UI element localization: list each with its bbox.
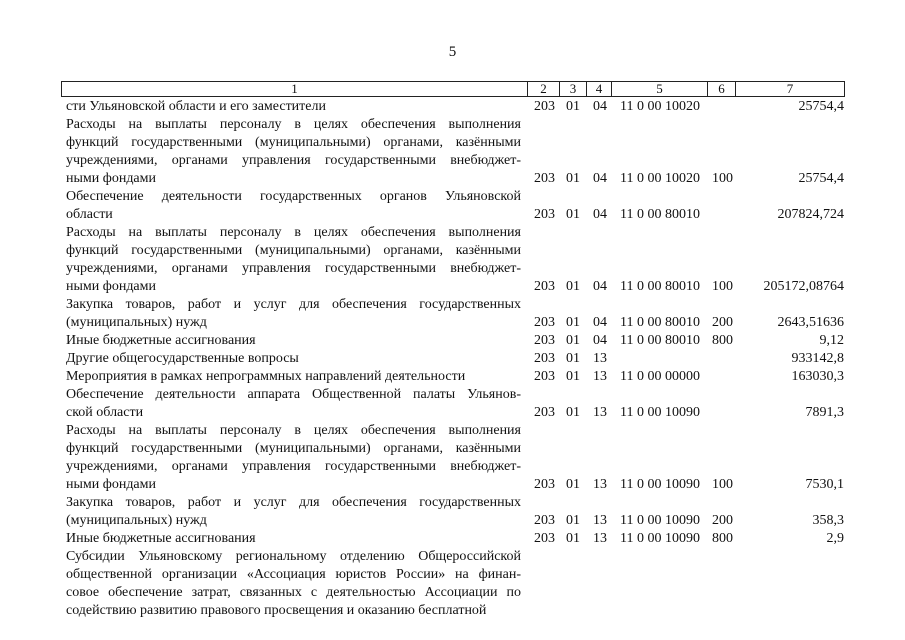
- row-description: [66, 422, 521, 494]
- table-body: [0, 98, 905, 620]
- cell-col-5: 11 0 00 00000: [620, 369, 700, 384]
- description-line: Закупка товаров, работ и услуг для обеспечения государственных: [66, 297, 521, 312]
- row-description: [66, 296, 521, 332]
- cell-col-2: 203: [534, 477, 555, 492]
- description-line: Закупка товаров, работ и услуг для обеспечения государственных: [66, 495, 521, 510]
- cell-col-2: 203: [534, 171, 555, 186]
- cell-col-6: 200: [712, 513, 733, 528]
- cell-col-5: 11 0 00 10020: [620, 99, 700, 114]
- row-description: [66, 548, 521, 620]
- cell-col-3: 01: [566, 351, 580, 366]
- header-col-4: 4: [587, 82, 612, 96]
- row-description: [66, 332, 521, 350]
- cell-col-3: 01: [566, 477, 580, 492]
- description-line: Расходы на выплаты персоналу в целях обеспечения выполнения: [66, 117, 521, 132]
- header-col-5: 5: [612, 82, 708, 96]
- cell-col-3: 01: [566, 171, 580, 186]
- cell-col-4: 13: [593, 477, 607, 492]
- description-line: области: [66, 207, 113, 222]
- description-line: Другие общегосударственные вопросы: [66, 351, 299, 366]
- cell-col-6: 100: [712, 477, 733, 492]
- description-line: Расходы на выплаты персоналу в целях обеспечения выполнения: [66, 225, 521, 240]
- description-line: учреждениями, органами управления государственными внебюджет-: [66, 261, 521, 276]
- cell-col-3: 01: [566, 99, 580, 114]
- cell-col-2: 203: [534, 207, 555, 222]
- description-line: функций государственными (муниципальными) органами, казёнными: [66, 441, 521, 456]
- cell-col-7: 2,9: [826, 531, 844, 546]
- cell-col-7: 25754,4: [798, 99, 844, 114]
- cell-col-4: 13: [593, 513, 607, 528]
- cell-col-4: 04: [593, 99, 607, 114]
- table-row: [0, 188, 905, 224]
- description-line: Иные бюджетные ассигнования: [66, 333, 256, 348]
- cell-col-3: 01: [566, 207, 580, 222]
- description-line: ской области: [66, 405, 144, 420]
- table-row: [0, 296, 905, 332]
- cell-col-2: 203: [534, 99, 555, 114]
- description-line: сти Ульяновской области и его заместители: [66, 99, 326, 114]
- header-col-1: 1: [62, 82, 528, 96]
- cell-col-5: 11 0 00 80010: [620, 207, 700, 222]
- cell-col-4: 04: [593, 279, 607, 294]
- row-description: [66, 224, 521, 296]
- cell-col-3: 01: [566, 405, 580, 420]
- cell-col-2: 203: [534, 531, 555, 546]
- cell-col-2: 203: [534, 351, 555, 366]
- description-line: ными фондами: [66, 171, 157, 186]
- cell-col-7: 205172,08764: [763, 279, 844, 294]
- cell-col-7: 9,12: [819, 333, 844, 348]
- cell-col-7: 7530,1: [805, 477, 844, 492]
- cell-col-5: 11 0 00 10090: [620, 405, 700, 420]
- cell-col-2: 203: [534, 333, 555, 348]
- table-row: [0, 548, 905, 620]
- table-row: [0, 98, 905, 116]
- table-row: [0, 494, 905, 530]
- cell-col-4: 13: [593, 351, 607, 366]
- table-row: [0, 368, 905, 386]
- table-row: [0, 116, 905, 188]
- cell-col-3: 01: [566, 513, 580, 528]
- cell-col-7: 207824,724: [777, 207, 844, 222]
- page-number: 5: [448, 44, 457, 60]
- description-line: ными фондами: [66, 477, 157, 492]
- cell-col-3: 01: [566, 531, 580, 546]
- cell-col-7: 163030,3: [791, 369, 844, 384]
- cell-col-7: 2643,51636: [777, 315, 844, 330]
- row-description: [66, 368, 521, 386]
- table-row: [0, 224, 905, 296]
- table-row: [0, 530, 905, 548]
- cell-col-4: 04: [593, 333, 607, 348]
- cell-col-4: 04: [593, 171, 607, 186]
- cell-col-7: 358,3: [812, 513, 844, 528]
- description-line: Мероприятия в рамках непрограммных направлений деятельности: [66, 369, 466, 384]
- row-description: [66, 188, 521, 224]
- description-line: Обеспечение деятельности государственных органов Ульяновской: [66, 189, 521, 204]
- cell-col-4: 04: [593, 207, 607, 222]
- cell-col-3: 01: [566, 369, 580, 384]
- cell-col-6: 800: [712, 333, 733, 348]
- cell-col-3: 01: [566, 315, 580, 330]
- cell-col-7: 933142,8: [791, 351, 844, 366]
- cell-col-2: 203: [534, 369, 555, 384]
- description-line: Субсидии Ульяновскому региональному отделению Общероссийской: [66, 549, 521, 564]
- description-line: ными фондами: [66, 279, 157, 294]
- cell-col-5: 11 0 00 10090: [620, 477, 700, 492]
- description-line: (муниципальных) нужд: [66, 513, 207, 528]
- row-description: [66, 494, 521, 530]
- cell-col-5: 11 0 00 80010: [620, 279, 700, 294]
- cell-col-4: 13: [593, 531, 607, 546]
- header-col-7: 7: [786, 81, 794, 96]
- header-col-2: 2: [528, 82, 560, 96]
- cell-col-3: 01: [566, 333, 580, 348]
- cell-col-6: 100: [712, 279, 733, 294]
- description-line: учреждениями, органами управления государственными внебюджет-: [66, 153, 521, 168]
- description-line: общественной организации «Ассоциация юристов России» на финан-: [66, 567, 521, 582]
- description-line: совое обеспечение затрат, связанных с деятельностью Ассоциации по: [66, 585, 521, 600]
- description-line: Обеспечение деятельности аппарата Общественной палаты Ульянов-: [66, 387, 521, 402]
- description-line: (муниципальных) нужд: [66, 315, 207, 330]
- cell-col-7: 25754,4: [798, 171, 844, 186]
- description-line: содействию развитию правового просвещения и оказанию бесплатной: [66, 603, 487, 618]
- cell-col-4: 13: [593, 405, 607, 420]
- table-row: [0, 332, 905, 350]
- table-row: [0, 386, 905, 422]
- cell-col-6: 100: [712, 171, 733, 186]
- table-row: [0, 422, 905, 494]
- row-description: [66, 350, 521, 368]
- cell-col-4: 04: [593, 315, 607, 330]
- row-description: [66, 98, 521, 116]
- cell-col-5: 11 0 00 10020: [620, 171, 700, 186]
- description-line: Иные бюджетные ассигнования: [66, 531, 256, 546]
- cell-col-3: 01: [566, 279, 580, 294]
- description-line: Расходы на выплаты персоналу в целях обеспечения выполнения: [66, 423, 521, 438]
- cell-col-7: 7891,3: [805, 405, 844, 420]
- row-description: [66, 386, 521, 422]
- cell-col-2: 203: [534, 315, 555, 330]
- table-row: [0, 350, 905, 368]
- cell-col-2: 203: [534, 279, 555, 294]
- description-line: функций государственными (муниципальными) органами, казёнными: [66, 135, 521, 150]
- cell-col-5: 11 0 00 10090: [620, 513, 700, 528]
- cell-col-5: 11 0 00 10090: [620, 531, 700, 546]
- header-col-6: 6: [708, 82, 736, 96]
- description-line: функций государственными (муниципальными) органами, казёнными: [66, 243, 521, 258]
- row-description: [66, 530, 521, 548]
- cell-col-6: 800: [712, 531, 733, 546]
- header-col-3: 3: [560, 82, 587, 96]
- cell-col-4: 13: [593, 369, 607, 384]
- description-line: учреждениями, органами управления государственными внебюджет-: [66, 459, 521, 474]
- cell-col-6: 200: [712, 315, 733, 330]
- cell-col-5: 11 0 00 80010: [620, 333, 700, 348]
- table-header: [61, 81, 845, 97]
- cell-col-2: 203: [534, 405, 555, 420]
- cell-col-2: 203: [534, 513, 555, 528]
- cell-col-5: 11 0 00 80010: [620, 315, 700, 330]
- row-description: [66, 116, 521, 188]
